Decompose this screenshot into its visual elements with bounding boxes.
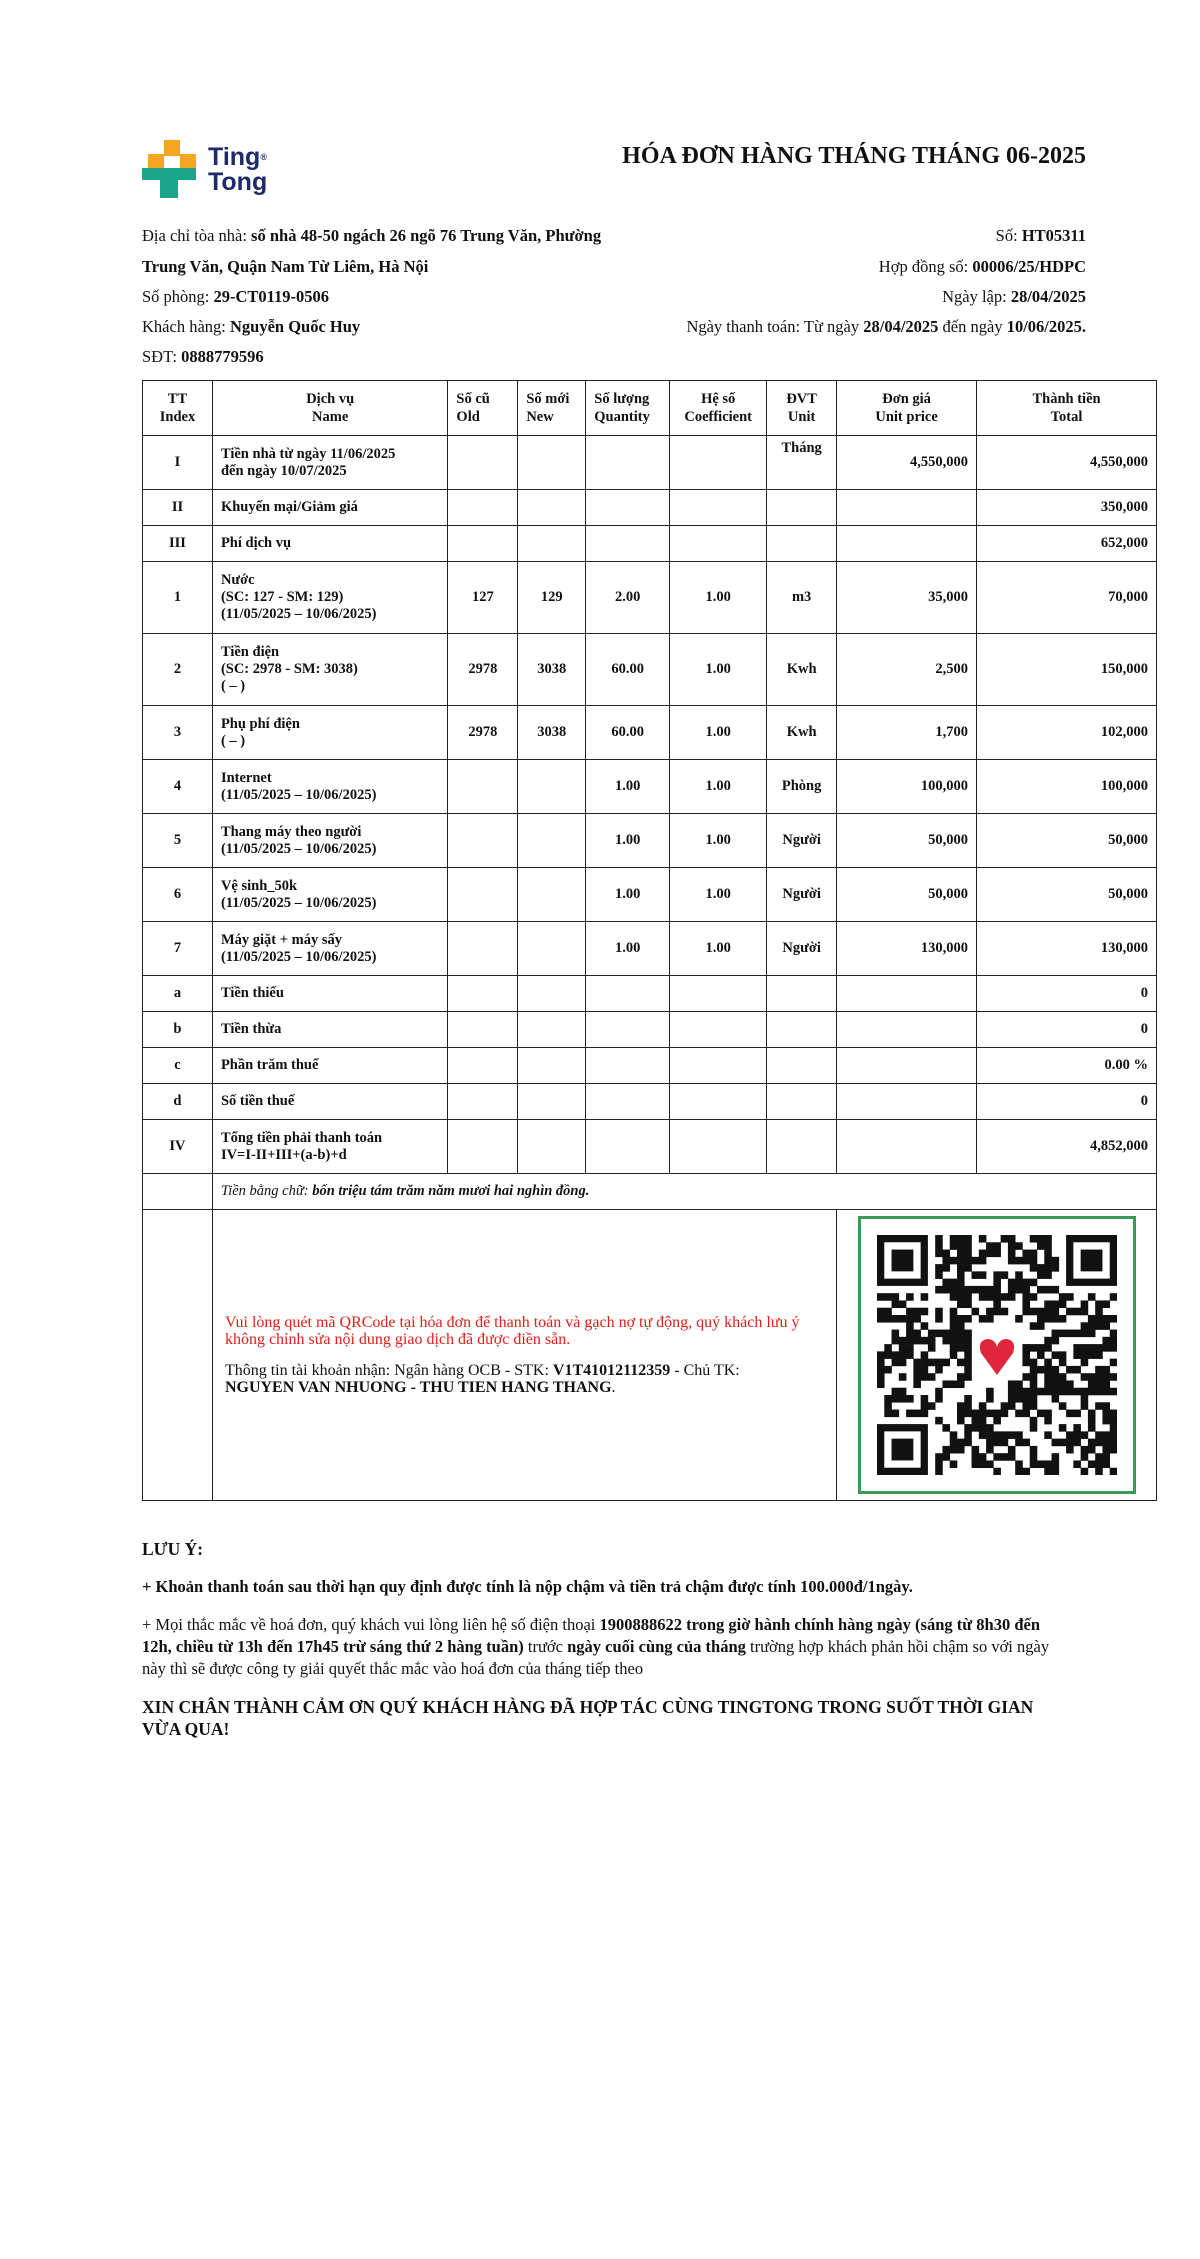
row-total: 100,000	[977, 760, 1157, 814]
service-name-line: (11/05/2025 – 10/06/2025)	[220, 948, 377, 965]
row-total: 0	[977, 976, 1157, 1012]
row-total: 102,000	[977, 706, 1157, 760]
service-name-line: (SC: 2978 - SM: 3038)	[220, 661, 358, 677]
row-unit: Kwh	[767, 706, 837, 760]
col-header-total: Thành tiền Total	[977, 381, 1157, 436]
row-unit-price: 100,000	[837, 760, 977, 814]
row-quantity: 1.00	[586, 760, 670, 814]
row-unit-price: 4,550,000	[837, 436, 977, 490]
row-coefficient: 1.00	[670, 868, 767, 922]
invoice-number: Số: HT05311	[995, 226, 1086, 245]
row-unit-price: 130,000	[837, 922, 977, 976]
row-quantity: 60.00	[586, 634, 670, 706]
service-name-line: Vệ sinh_50k	[220, 877, 298, 894]
service-name-line: (11/05/2025 – 10/06/2025)	[220, 894, 377, 911]
col-header-old: Số cũ Old	[448, 381, 518, 436]
row-index: b	[143, 1012, 213, 1048]
row-service-name	[212, 976, 447, 1012]
qr-warning-text: Vui lòng quét mã QRCode tại hóa đơn để thanh toán và gạch nợ tự động, quý khách lưu ý không chỉnh sửa nội dung giao dịch đã được điền sẵn.	[224, 1314, 800, 1348]
service-name-line: Khuyến mại/Giảm giá	[220, 499, 358, 515]
payment-info	[212, 1210, 836, 1501]
row-quantity	[586, 526, 670, 562]
row-index: 5	[143, 814, 213, 868]
row-index: 7	[143, 922, 213, 976]
row-coefficient: 1.00	[670, 706, 767, 760]
row-service-name	[212, 706, 447, 760]
row-total: 150,000	[977, 634, 1157, 706]
notes-section	[142, 1538, 1072, 1756]
row-old	[448, 1120, 518, 1174]
heart-icon	[979, 1339, 1013, 1375]
row-new	[518, 1048, 586, 1084]
row-new	[518, 760, 586, 814]
row-old	[448, 760, 518, 814]
service-name-line: Máy giặt + máy sấy	[220, 931, 342, 948]
row-unit	[767, 490, 837, 526]
row-unit: m3	[767, 562, 837, 634]
row-quantity: 1.00	[586, 922, 670, 976]
row-new: 3038	[518, 706, 586, 760]
service-name-line: Phần trăm thuế	[220, 1057, 319, 1073]
service-name-line: Tiền thừa	[220, 1021, 282, 1037]
tingtong-logo	[142, 140, 267, 200]
row-quantity: 1.00	[586, 868, 670, 922]
invoice-title: HÓA ĐƠN HÀNG THÁNG THÁNG 06-2025	[622, 143, 1086, 169]
service-name-line: Tiền thiếu	[220, 985, 284, 1001]
row-new	[518, 1120, 586, 1174]
col-header-new: Số mới New	[518, 381, 586, 436]
row-unit-price	[837, 490, 977, 526]
row-unit-price	[837, 526, 977, 562]
row-coefficient	[670, 490, 767, 526]
row-coefficient	[670, 1084, 767, 1120]
table-row	[143, 490, 1157, 526]
row-old	[448, 436, 518, 490]
row-total: 50,000	[977, 868, 1157, 922]
row-coefficient	[670, 526, 767, 562]
row-unit-price	[837, 1048, 977, 1084]
row-index: 6	[143, 868, 213, 922]
logo-mark-icon	[142, 140, 202, 200]
service-name-line: (SC: 127 - SM: 129)	[220, 589, 344, 605]
row-service-name	[212, 1048, 447, 1084]
row-old: 2978	[448, 634, 518, 706]
row-unit-price	[837, 1120, 977, 1174]
table-row	[143, 1048, 1157, 1084]
row-old	[448, 526, 518, 562]
row-unit	[767, 1048, 837, 1084]
row-coefficient: 1.00	[670, 814, 767, 868]
row-service-name	[212, 490, 447, 526]
row-old	[448, 922, 518, 976]
row-index: IV	[143, 1120, 213, 1174]
row-index: III	[143, 526, 213, 562]
building-address: Địa chỉ tòa nhà: số nhà 48-50 ngách 26 ngõ 76 Trung Văn, Phường	[142, 226, 602, 245]
row-index: d	[143, 1084, 213, 1120]
row-total: 0.00 %	[977, 1048, 1157, 1084]
table-row	[143, 436, 1157, 490]
row-old	[448, 1048, 518, 1084]
table-row	[143, 634, 1157, 706]
bank-account-info: Thông tin tài khoản nhận: Ngân hàng OCB - STK: V1T41012112359 - Chủ TK: NGUYEN VAN NHUONG - THU TIEN HANG THANG.	[224, 1362, 740, 1396]
row-service-name	[212, 922, 447, 976]
service-name-line: ( – )	[220, 678, 246, 694]
row-unit: Người	[767, 922, 837, 976]
service-name-line: đến ngày 10/07/2025	[220, 462, 347, 479]
service-name-line: Tiền điện	[220, 644, 280, 660]
row-unit-price: 35,000	[837, 562, 977, 634]
row-index: II	[143, 490, 213, 526]
customer-phone: SĐT: 0888779596	[142, 347, 264, 366]
row-quantity	[586, 1048, 670, 1084]
col-header-index: TT Index	[143, 381, 213, 436]
row-old: 127	[448, 562, 518, 634]
row-unit: Tháng	[767, 436, 837, 490]
row-new	[518, 868, 586, 922]
col-header-unit-price: Đơn giá Unit price	[837, 381, 977, 436]
row-coefficient	[670, 436, 767, 490]
row-total: 70,000	[977, 562, 1157, 634]
row-old	[448, 490, 518, 526]
row-service-name	[212, 1084, 447, 1120]
col-header-unit: ĐVT Unit	[767, 381, 837, 436]
row-unit: Người	[767, 868, 837, 922]
row-service-name	[212, 634, 447, 706]
row-old	[448, 1084, 518, 1120]
row-quantity	[586, 1084, 670, 1120]
row-unit-price	[837, 1084, 977, 1120]
row-unit	[767, 976, 837, 1012]
row-total: 4,852,000	[977, 1120, 1157, 1174]
service-name-line: Nước	[220, 572, 255, 588]
row-quantity: 2.00	[586, 562, 670, 634]
row-quantity	[586, 1012, 670, 1048]
row-old: 2978	[448, 706, 518, 760]
table-row	[143, 706, 1157, 760]
row-coefficient	[670, 1120, 767, 1174]
row-unit-price: 50,000	[837, 868, 977, 922]
row-total: 0	[977, 1084, 1157, 1120]
row-index: 3	[143, 706, 213, 760]
row-index: 1	[143, 562, 213, 634]
service-name-line: (11/05/2025 – 10/06/2025)	[220, 840, 377, 857]
building-address-line2: Trung Văn, Quận Nam Từ Liêm, Hà Nội	[142, 257, 429, 276]
row-service-name	[212, 814, 447, 868]
row-unit	[767, 1084, 837, 1120]
row-coefficient	[670, 976, 767, 1012]
row-quantity	[586, 436, 670, 490]
thanks-message: XIN CHÂN THÀNH CẢM ƠN QUÝ KHÁCH HÀNG ĐÃ HỢP TÁC CÙNG TINGTONG TRONG SUỐT THỜI GIAN VỪA QUA!	[142, 1697, 1034, 1739]
table-row	[143, 526, 1157, 562]
qr-cell	[837, 1210, 1157, 1501]
row-new	[518, 526, 586, 562]
contact-note: + Mọi thắc mắc về hoá đơn, quý khách vui lòng liên hệ số điện thoại 1900888622 trong giờ hành chính hàng ngày (sáng từ 8h30 đến 12h, chiều từ 13h đến 17h45 trừ sáng thứ 2 hàng tuần) trước ngày cuối cùng của tháng trường hợp khách phản hồi chậm so với ngày này thì sẽ được công ty giải quyết thắc mắc vào hoá đơn của tháng tiếp theo	[142, 1615, 1050, 1678]
row-index: a	[143, 976, 213, 1012]
row-new	[518, 922, 586, 976]
service-name-line: Phí dịch vụ	[220, 535, 292, 551]
table-row	[143, 562, 1157, 634]
col-header-coefficient: Hệ số Coefficient	[670, 381, 767, 436]
issue-date: Ngày lập: 28/04/2025	[942, 287, 1086, 306]
row-new	[518, 814, 586, 868]
payment-row	[143, 1210, 1157, 1501]
row-total: 350,000	[977, 490, 1157, 526]
row-unit	[767, 1012, 837, 1048]
row-new	[518, 1084, 586, 1120]
row-service-name	[212, 760, 447, 814]
table-row	[143, 814, 1157, 868]
room-number: Số phòng: 29-CT0119-0506	[142, 287, 330, 306]
service-name-line: Tiền nhà từ ngày 11/06/2025	[220, 445, 396, 462]
row-quantity	[586, 1120, 670, 1174]
late-payment-note: + Khoản thanh toán sau thời hạn quy định được tính là nộp chậm và tiền trả chậm được tính 100.000đ/1ngày.	[142, 1577, 913, 1596]
service-name-line: Internet	[220, 769, 272, 786]
row-old	[448, 868, 518, 922]
row-unit-price	[837, 976, 977, 1012]
row-service-name	[212, 868, 447, 922]
service-name-line: ( – )	[220, 732, 246, 749]
service-name-line: Phụ phí điện	[220, 715, 300, 732]
payment-period: Ngày thanh toán: Từ ngày 28/04/2025 đến ngày 10/06/2025.	[686, 317, 1086, 336]
row-coefficient: 1.00	[670, 634, 767, 706]
row-index: c	[143, 1048, 213, 1084]
row-new	[518, 1012, 586, 1048]
row-service-name	[212, 1120, 447, 1174]
table-row	[143, 922, 1157, 976]
amount-in-words-row	[143, 1174, 1157, 1210]
table-header-row	[143, 381, 1157, 436]
row-coefficient	[670, 1048, 767, 1084]
notes-heading: LƯU Ý:	[142, 1539, 204, 1559]
row-service-name	[212, 436, 447, 490]
row-coefficient: 1.00	[670, 562, 767, 634]
customer-name: Khách hàng: Nguyễn Quốc Huy	[142, 317, 361, 336]
row-coefficient: 1.00	[670, 922, 767, 976]
invoice-table	[142, 380, 1157, 1501]
service-name-line: Số tiền thuế	[220, 1093, 295, 1109]
service-name-line: Tổng tiền phải thanh toán	[220, 1129, 383, 1146]
service-name-line: IV=I-II+III+(a-b)+d	[220, 1146, 347, 1163]
row-quantity	[586, 976, 670, 1012]
row-index: 4	[143, 760, 213, 814]
service-name-line: (11/05/2025 – 10/06/2025)	[220, 786, 377, 803]
row-unit: Kwh	[767, 634, 837, 706]
row-quantity	[586, 490, 670, 526]
row-new	[518, 490, 586, 526]
payment-qr-code[interactable]	[877, 1235, 1117, 1475]
row-new	[518, 436, 586, 490]
table-row	[143, 760, 1157, 814]
col-header-name: Dịch vụ Name	[212, 381, 447, 436]
row-index: I	[143, 436, 213, 490]
row-coefficient: 1.00	[670, 760, 767, 814]
row-old	[448, 814, 518, 868]
row-total: 0	[977, 1012, 1157, 1048]
row-unit-price: 50,000	[837, 814, 977, 868]
table-row	[143, 1120, 1157, 1174]
table-row	[143, 976, 1157, 1012]
amount-in-words: Tiền bằng chữ: bốn triệu tám trăm năm mươi hai nghìn đồng.	[212, 1174, 1156, 1210]
qr-frame	[858, 1216, 1136, 1494]
contract-number: Hợp đồng số: 00006/25/HDPC	[878, 257, 1086, 276]
row-unit	[767, 1120, 837, 1174]
row-new: 129	[518, 562, 586, 634]
row-new: 3038	[518, 634, 586, 706]
row-index: 2	[143, 634, 213, 706]
row-unit-price	[837, 1012, 977, 1048]
row-unit-price: 2,500	[837, 634, 977, 706]
logo-text: Ting® Tong	[208, 143, 268, 196]
service-name-line: Thang máy theo người	[220, 823, 362, 840]
row-total: 652,000	[977, 526, 1157, 562]
service-name-line: (11/05/2025 – 10/06/2025)	[220, 606, 377, 622]
row-total: 4,550,000	[977, 436, 1157, 490]
row-total: 130,000	[977, 922, 1157, 976]
col-header-quantity: Số lượng Quantity	[586, 381, 670, 436]
row-unit	[767, 526, 837, 562]
row-service-name	[212, 562, 447, 634]
row-old	[448, 976, 518, 1012]
table-row	[143, 1084, 1157, 1120]
row-total: 50,000	[977, 814, 1157, 868]
row-service-name	[212, 526, 447, 562]
row-quantity: 60.00	[586, 706, 670, 760]
row-quantity: 1.00	[586, 814, 670, 868]
table-row	[143, 1012, 1157, 1048]
row-service-name	[212, 1012, 447, 1048]
row-unit-price: 1,700	[837, 706, 977, 760]
row-unit: Phòng	[767, 760, 837, 814]
table-row	[143, 868, 1157, 922]
row-new	[518, 976, 586, 1012]
row-old	[448, 1012, 518, 1048]
row-coefficient	[670, 1012, 767, 1048]
row-unit: Người	[767, 814, 837, 868]
